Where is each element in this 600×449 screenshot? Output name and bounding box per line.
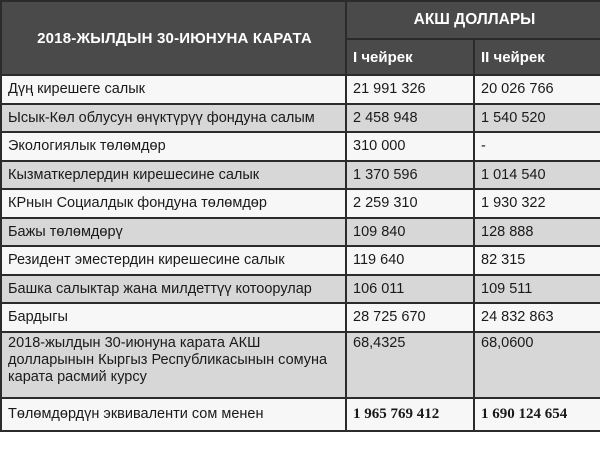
row-label: Бажы төлөмдөрү: [1, 218, 346, 247]
total-row: [1, 303, 600, 332]
q1-value: 28 725 670: [346, 303, 474, 332]
q2-value: 82 315: [474, 246, 600, 275]
row-label: Ысык-Көл облусун өнүктүрүү фондуна салым: [1, 104, 346, 133]
table-row: [1, 275, 600, 304]
row-label: 2018-жылдын 30-июнуна карата АКШ долларынын Кыргыз Республикасынын сомуна карата расмий курсу: [1, 332, 346, 398]
currency-header: АКШ ДОЛЛАРЫ: [346, 1, 600, 39]
q2-value: 1 014 540: [474, 161, 600, 190]
table-row: [1, 132, 600, 161]
q2-value: 109 511: [474, 275, 600, 304]
q1-value: 68,4325: [346, 332, 474, 398]
row-label: Экологиялык төлөмдөр: [1, 132, 346, 161]
q1-value: 21 991 326: [346, 75, 474, 104]
row-label: Кызматкерлердин кирешесине салык: [1, 161, 346, 190]
table-row: [1, 161, 600, 190]
q1-value: 106 011: [346, 275, 474, 304]
q1-value: 119 640: [346, 246, 474, 275]
q2-value: 1 540 520: [474, 104, 600, 133]
q1-header: I чейрек: [346, 39, 474, 75]
table-row: [1, 246, 600, 275]
q2-value: 68,0600: [474, 332, 600, 398]
table-row: [1, 104, 600, 133]
table-title: 2018-ЖЫЛДЫН 30-ИЮНУНА КАРАТА: [1, 1, 346, 75]
exchange-rate-row: [1, 332, 600, 398]
q1-value: 2 259 310: [346, 189, 474, 218]
q1-value: 2 458 948: [346, 104, 474, 133]
row-label: Төлөмдөрдүн эквиваленти сом менен: [1, 398, 346, 431]
q2-value: 24 832 863: [474, 303, 600, 332]
table-row: [1, 75, 600, 104]
table-row: [1, 189, 600, 218]
q2-value: 1 930 322: [474, 189, 600, 218]
q1-value: 1 965 769 412: [346, 398, 474, 431]
q2-value: -: [474, 132, 600, 161]
row-label: Резидент эместердин кирешесине салык: [1, 246, 346, 275]
q1-value: 109 840: [346, 218, 474, 247]
som-equivalent-row: [1, 398, 600, 431]
q1-value: 310 000: [346, 132, 474, 161]
row-label: КРнын Социалдык фондуна төлөмдөр: [1, 189, 346, 218]
row-label: Дүң кирешеге салык: [1, 75, 346, 104]
row-label: Бардыгы: [1, 303, 346, 332]
q2-header: II чейрек: [474, 39, 600, 75]
q1-value: 1 370 596: [346, 161, 474, 190]
row-label: Башка салыктар жана милдеттүү котоорулар: [1, 275, 346, 304]
q2-value: 128 888: [474, 218, 600, 247]
q2-value: 1 690 124 654: [474, 398, 600, 431]
table-row: [1, 218, 600, 247]
q2-value: 20 026 766: [474, 75, 600, 104]
